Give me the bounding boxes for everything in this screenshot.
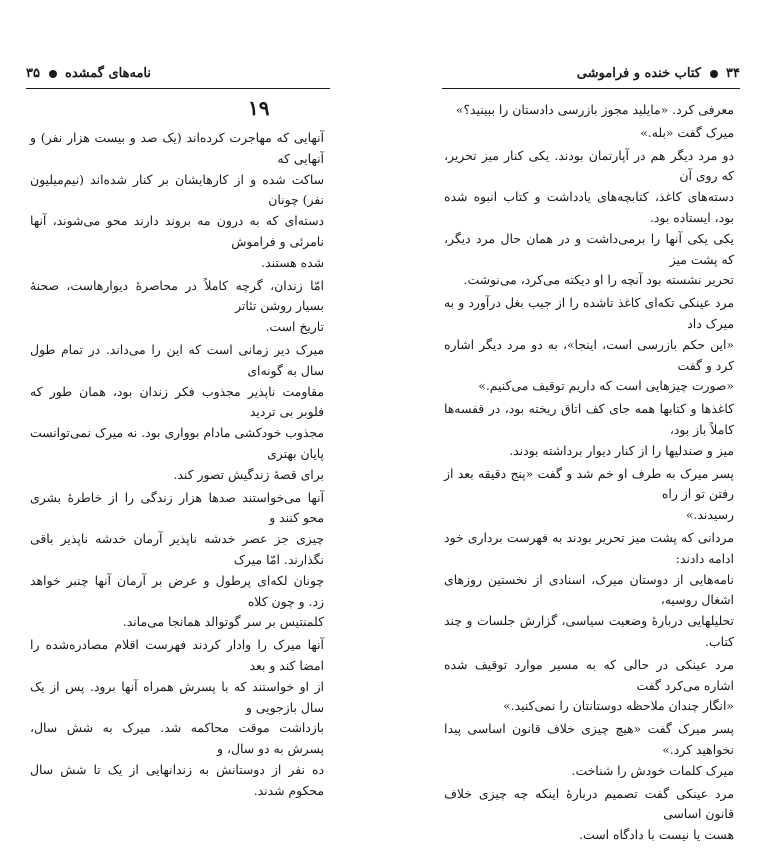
paragraph: آنهایی که مهاجرت کرده‌اند (یک صد و بیست هزار نفر) و آنهایی که ساکت شده و از کارهایشان بر کنار شده‌اند (نیم‌میلیون نفر) چونان دسته‌ای که به درون مه بروند دارند محو می‌شوند، آنها نامرئی و فراموش شده هستند.: [30, 130, 324, 270]
paragraph: مردانی که پشت میز تحریر بودند به فهرست برداری خود ادامه دادند: نامه‌هایی از دوستان میرک، اسنادی از نخستین روزهای اشغال روسیه، تحلیلهایی دربارهٔ وضعیت سیاسی، گزارش جلسات و چند کتاب.: [444, 529, 734, 649]
paragraph: مرد عینکی گفت تصمیم دربارهٔ اینکه چه چیزی خلاف قانون اساسی هست یا نیست با دادگاه است.: [444, 785, 734, 843]
paragraph: آنها می‌خواستند صدها هزار زندگی را از خاطرهٔ بشری محو کنند و چیزی جز عصر خدشه ناپذیر آرمان خدشه ناپذیر باقی نگذارند. امّا میرک چونان لکه‌ای پرطول و عرض بر آرمان آنها چنبر خواهد زد. و چون کلاه کلمنتیس بر سر گوتوالد همانجا می‌ماند.: [30, 489, 324, 630]
right-page-number: ۳۴: [726, 66, 740, 81]
right-running-head: [577, 66, 740, 81]
bullet-icon: [710, 70, 718, 78]
right-header-rule: [442, 88, 740, 89]
left-body-text: [30, 128, 324, 804]
paragraph: پسر میرک به طرف او خم شد و گفت «پنج دقیقه بعد از رفتن تو از راه رسیدند.»: [444, 465, 734, 523]
paragraph: معرفی کرد. «مایلید مجوز بازرسی دادستان را ببینید؟»: [455, 102, 734, 117]
bullet-icon: [49, 70, 57, 78]
paragraph: مرد عینکی در حالی که به مسیر موارد توقیف شده اشاره می‌کرد گفت «انگار چندان ملاحظه دوستانتان را نمی‌کنید.»: [444, 656, 734, 714]
paragraph: آنها میرک را وادار کردند فهرست اقلام مصادره‌شده را امضا کند و بعد از او خواستند که با پسرش همراه آنها برود. پس از یک سال بازجویی و بازداشت موقت محاکمه شد. میرک به شش سال، پسرش به دو سال، و ده نفر از دوستانش به زندانهایی از یک تا شش سال محکوم شدند.: [30, 637, 324, 798]
chapter-number: ۱۹: [248, 96, 270, 120]
right-book-title: کتاب خنده و فراموشی: [576, 66, 701, 81]
paragraph: امّا زندان، گرچه کاملاً در محاصرهٔ دیوارهاست، صحنهٔ بسیار روشن تئاتر تاریخ است.: [30, 277, 324, 335]
left-running-head: [26, 66, 151, 81]
paragraph: میرک دیر زمانی است که این را می‌داند. در تمام طول سال به گونه‌ای مقاومت ناپذیر مجذوب فکر زندان بود، همان طور که فلوبر بی تردید مجذوب خودکشی مادام بوواری بود. نه میرک نمی‌توانست پایان بهتری برای قصهٔ زندگیش تصور کند.: [30, 341, 324, 482]
left-page: [0, 0, 384, 798]
left-book-title: نامه‌های گمشده: [65, 66, 151, 81]
left-page-number: ۳۵: [26, 66, 40, 81]
right-page: [384, 0, 768, 843]
right-body-text: [444, 100, 734, 848]
left-header-rule: [26, 88, 330, 89]
paragraph: کاغذها و کتابها همه جای کف اتاق ریخته بود، در قفسه‌ها کاملاً باز بود، میز و صندلیها را از کنار دیوار برداشته بودند.: [444, 401, 734, 458]
paragraph: پسر میرک گفت «هیچ چیزی خلاف قانون اساسی پیدا نخواهید کرد.» میرک کلمات خودش را شناخت.: [444, 721, 734, 778]
paragraph: دو مرد دیگر هم در آپارتمان بودند. یکی کنار میز تحریر، که روی آن دسته‌های کاغذ، کتابچه‌های یادداشت و کتاب انبوه شده بود، ایستاده بود. یکی یکی آنها را برمی‌داشت و در همان حال مرد دیگر، که پشت میز تحریر نشسته بود آنچه را او دیکته می‌کرد، می‌نوشت.: [444, 147, 734, 288]
paragraph: مرد عینکی تکه‌ای کاغذ تاشده را از جیب بغل درآورد و به میرک داد «این حکم بازرسی است، اینجا»، به دو مرد دیگر اشاره کرد و گفت «صورت چیزهایی است که داریم توقیف می‌کنیم.»: [444, 295, 734, 394]
paragraph: میرک گفت «بله.»: [640, 124, 734, 140]
